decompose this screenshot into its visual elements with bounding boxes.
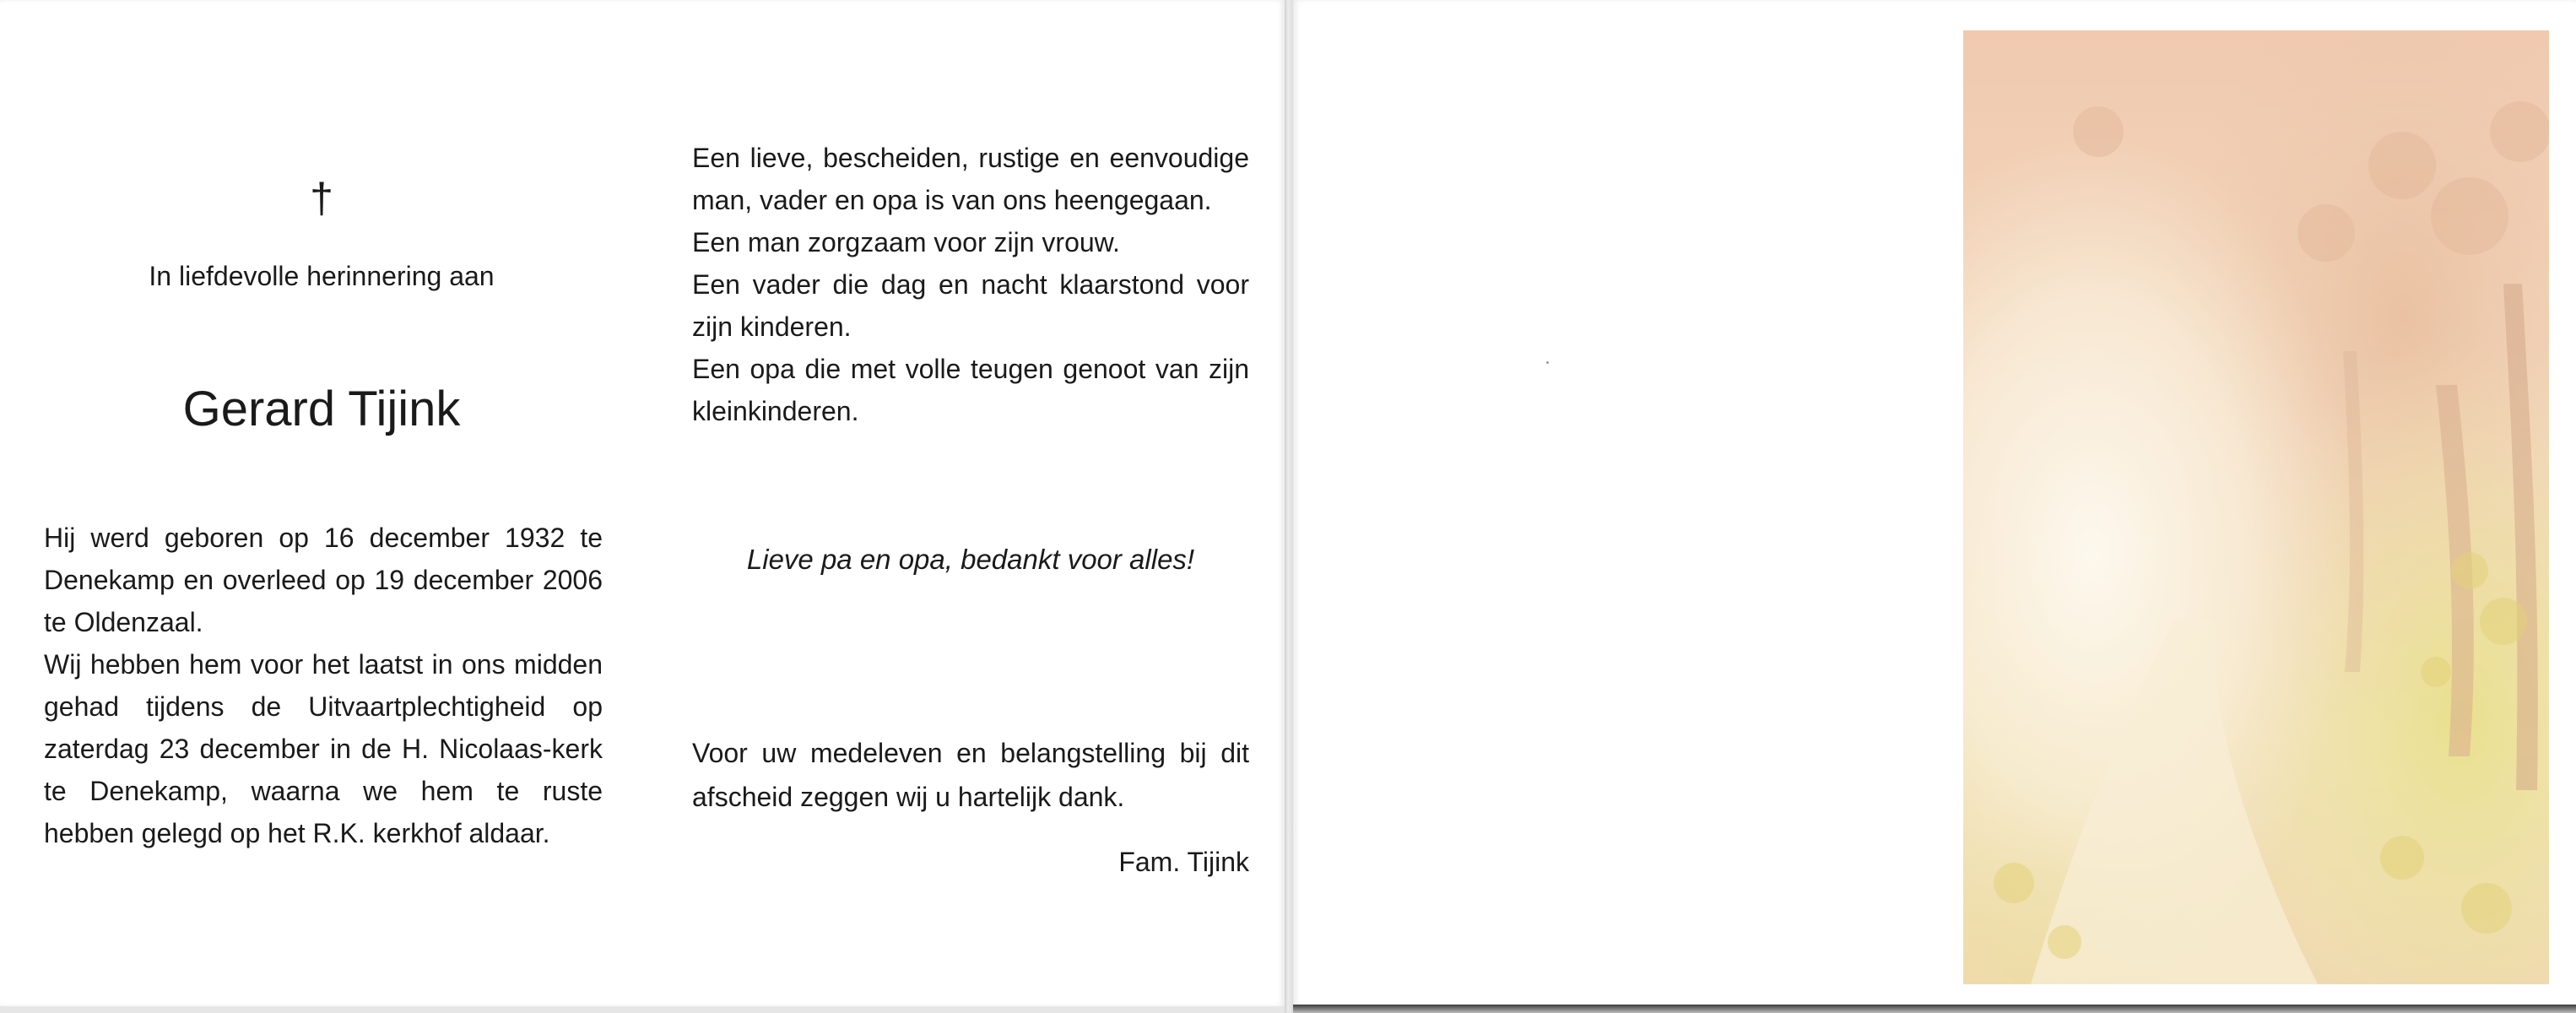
- bio-paragraph-funeral: Wij hebben hem voor het laatst in ons midden gehad tijdens de Uitvaartplechtigheid op zaterdag 23 december in de H. Nicolaas-kerk te Denekamp, waarna we hem te ruste hebben gelegd op het R.K. kerkhof aldaar.: [44, 649, 603, 848]
- deceased-name: Gerard Tijink: [182, 382, 461, 436]
- poem-line: Een lieve, bescheiden, rustige en eenvoudige man, vader en opa is van ons heengegaan.: [692, 143, 1249, 215]
- poem-line: Een opa die met volle teugen genoot van zijn kleinkinderen.: [692, 354, 1249, 426]
- gratitude-text: Voor uw medeleven en belangstelling bij dit afscheid zeggen wij u hartelijk dank.: [692, 738, 1249, 812]
- poem-line: Een vader die dag en nacht klaarstond voor zijn kinderen.: [692, 269, 1249, 342]
- intro-text: In liefdevolle herinnering aan: [149, 261, 495, 291]
- card-inner-spread: [0, 0, 1285, 1006]
- autumn-forest-picture-icon: [1963, 30, 2549, 984]
- cross-icon: †: [310, 175, 333, 222]
- italic-thanks: Lieve pa en opa, bedankt voor alles!: [746, 544, 1195, 575]
- family-signature: Fam. Tijink: [1118, 847, 1249, 877]
- poem-line: Een man zorgzaam voor zijn vrouw.: [692, 227, 1120, 257]
- card-bottom-edge-left: [0, 1006, 1285, 1013]
- poem: [692, 137, 1249, 432]
- biography: [44, 517, 603, 854]
- bio-paragraph-birth-death: Hij werd geboren op 16 december 1932 te Denekamp en overleed op 19 december 2006 te Oldenzaal.: [44, 523, 603, 637]
- card-fold-divider: [1285, 0, 1293, 1013]
- card-bottom-edge-right: [1293, 1005, 2576, 1013]
- paper-speck: [1546, 361, 1549, 364]
